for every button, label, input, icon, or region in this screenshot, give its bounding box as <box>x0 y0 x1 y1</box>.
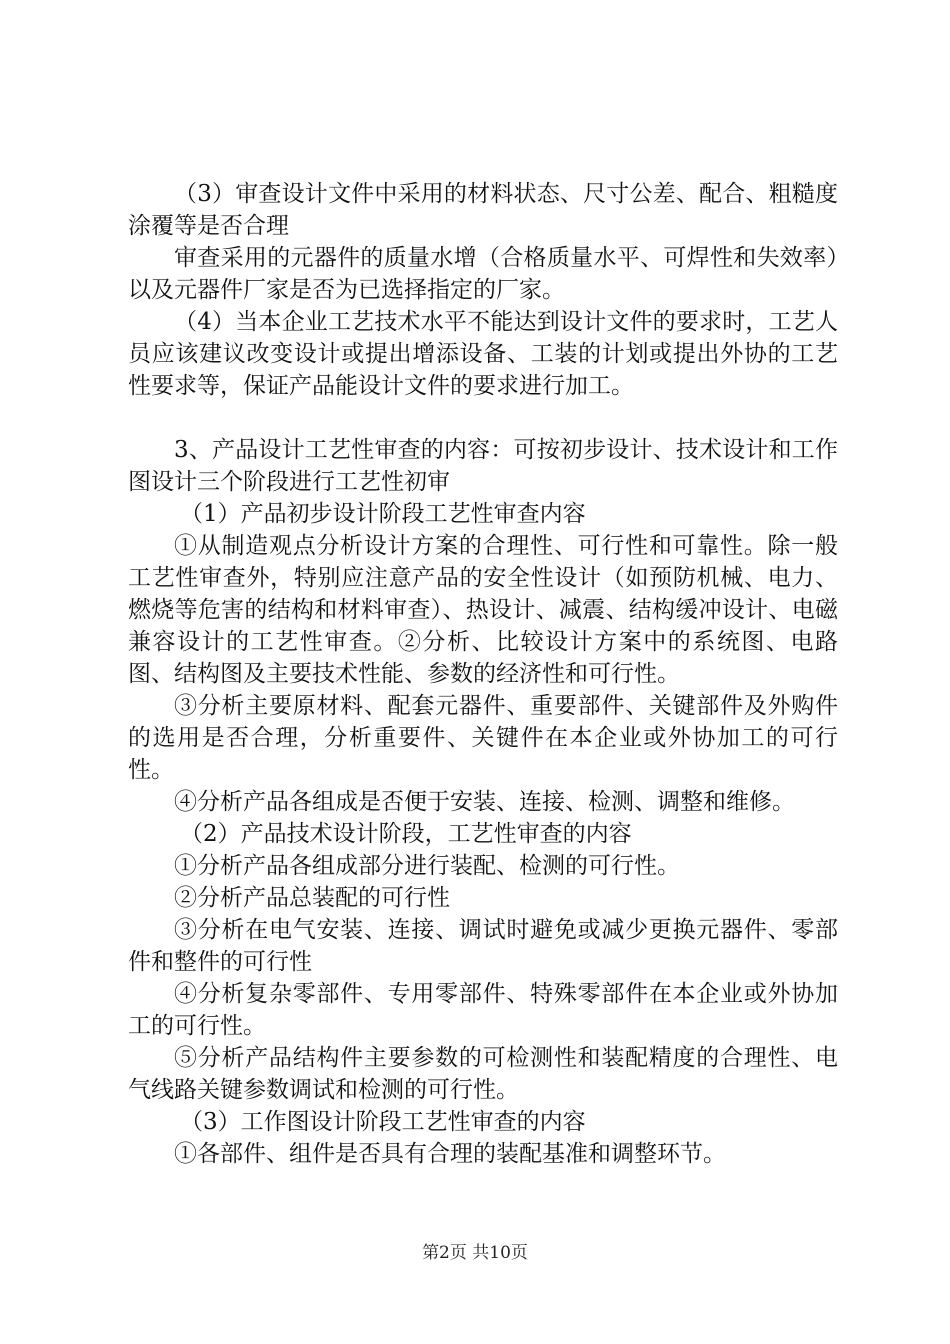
list-item: ③分析主要原材料、配套元器件、重要部件、关键部件及外购件的选用是否合理，分析重要件、关键件在本企业或外协加工的可行性。 <box>128 693 838 783</box>
list-item: ②分析产品总装配的可行性 <box>174 885 450 911</box>
list-item: ①分析产品各组成部分进行装配、检测的可行性。 <box>174 853 680 879</box>
paragraph: （3）审查设计文件中采用的材料状态、尺寸公差、配合、粗糙度涂覆等是否合理 <box>128 181 838 239</box>
list-item: ④分析复杂零部件、专用零部件、特殊零部件在本企业或外协加工的可行性。 <box>128 981 838 1039</box>
section-heading: 3、产品设计工艺性审查的内容：可按初步设计、技术设计和工作图设计三个阶段进行工艺性初审 <box>128 437 838 495</box>
paragraph: （4）当本企业工艺技术水平不能达到设计文件的要求时，工艺人员应该建议改变设计或提出增添设备、工装的计划或提出外协的工艺性要求等，保证产品能设计文件的要求进行加工。 <box>128 309 838 399</box>
list-item: ④分析产品各组成是否便于安装、连接、检测、调整和维修。 <box>174 789 795 815</box>
subsection-heading: （1）产品初步设计阶段工艺性审查内容 <box>180 501 586 527</box>
paragraph-gap <box>128 402 838 434</box>
list-item: ①从制造观点分析设计方案的合理性、可行性和可靠性。除一般工艺性审查外，特别应注意产品的安全性设计（如预防机械、电力、燃烧等危害的结构和材料审查）、热设计、减震、结构缓冲设计、电磁兼容设计的工艺性审查。②分析、比较设计方案中的系统图、电路图、结构图及主要技术性能、参数的经济性和可行性。 <box>128 533 838 687</box>
paragraph: 审查采用的元器件的质量水增（合格质量水平、可焊性和失效率）以及元器件厂家是否为已选择指定的厂家。 <box>128 245 838 303</box>
list-item: ③分析在电气安装、连接、调试时避免或减少更换元器件、零部件和整件的可行性 <box>128 917 838 975</box>
subsection-heading: （3）工作图设计阶段工艺性审查的内容 <box>180 1109 586 1135</box>
subsection-heading: （2）产品技术设计阶段，工艺性审查的内容 <box>180 821 632 847</box>
list-item: ⑤分析产品结构件主要参数的可检测性和装配精度的合理性、电气线路关键参数调试和检测的可行性。 <box>128 1045 838 1103</box>
list-item: ①各部件、组件是否具有合理的装配基准和调整环节。 <box>174 1141 726 1167</box>
document-body <box>128 178 838 1170</box>
page-footer: 第2页 共10页 <box>422 1243 528 1263</box>
